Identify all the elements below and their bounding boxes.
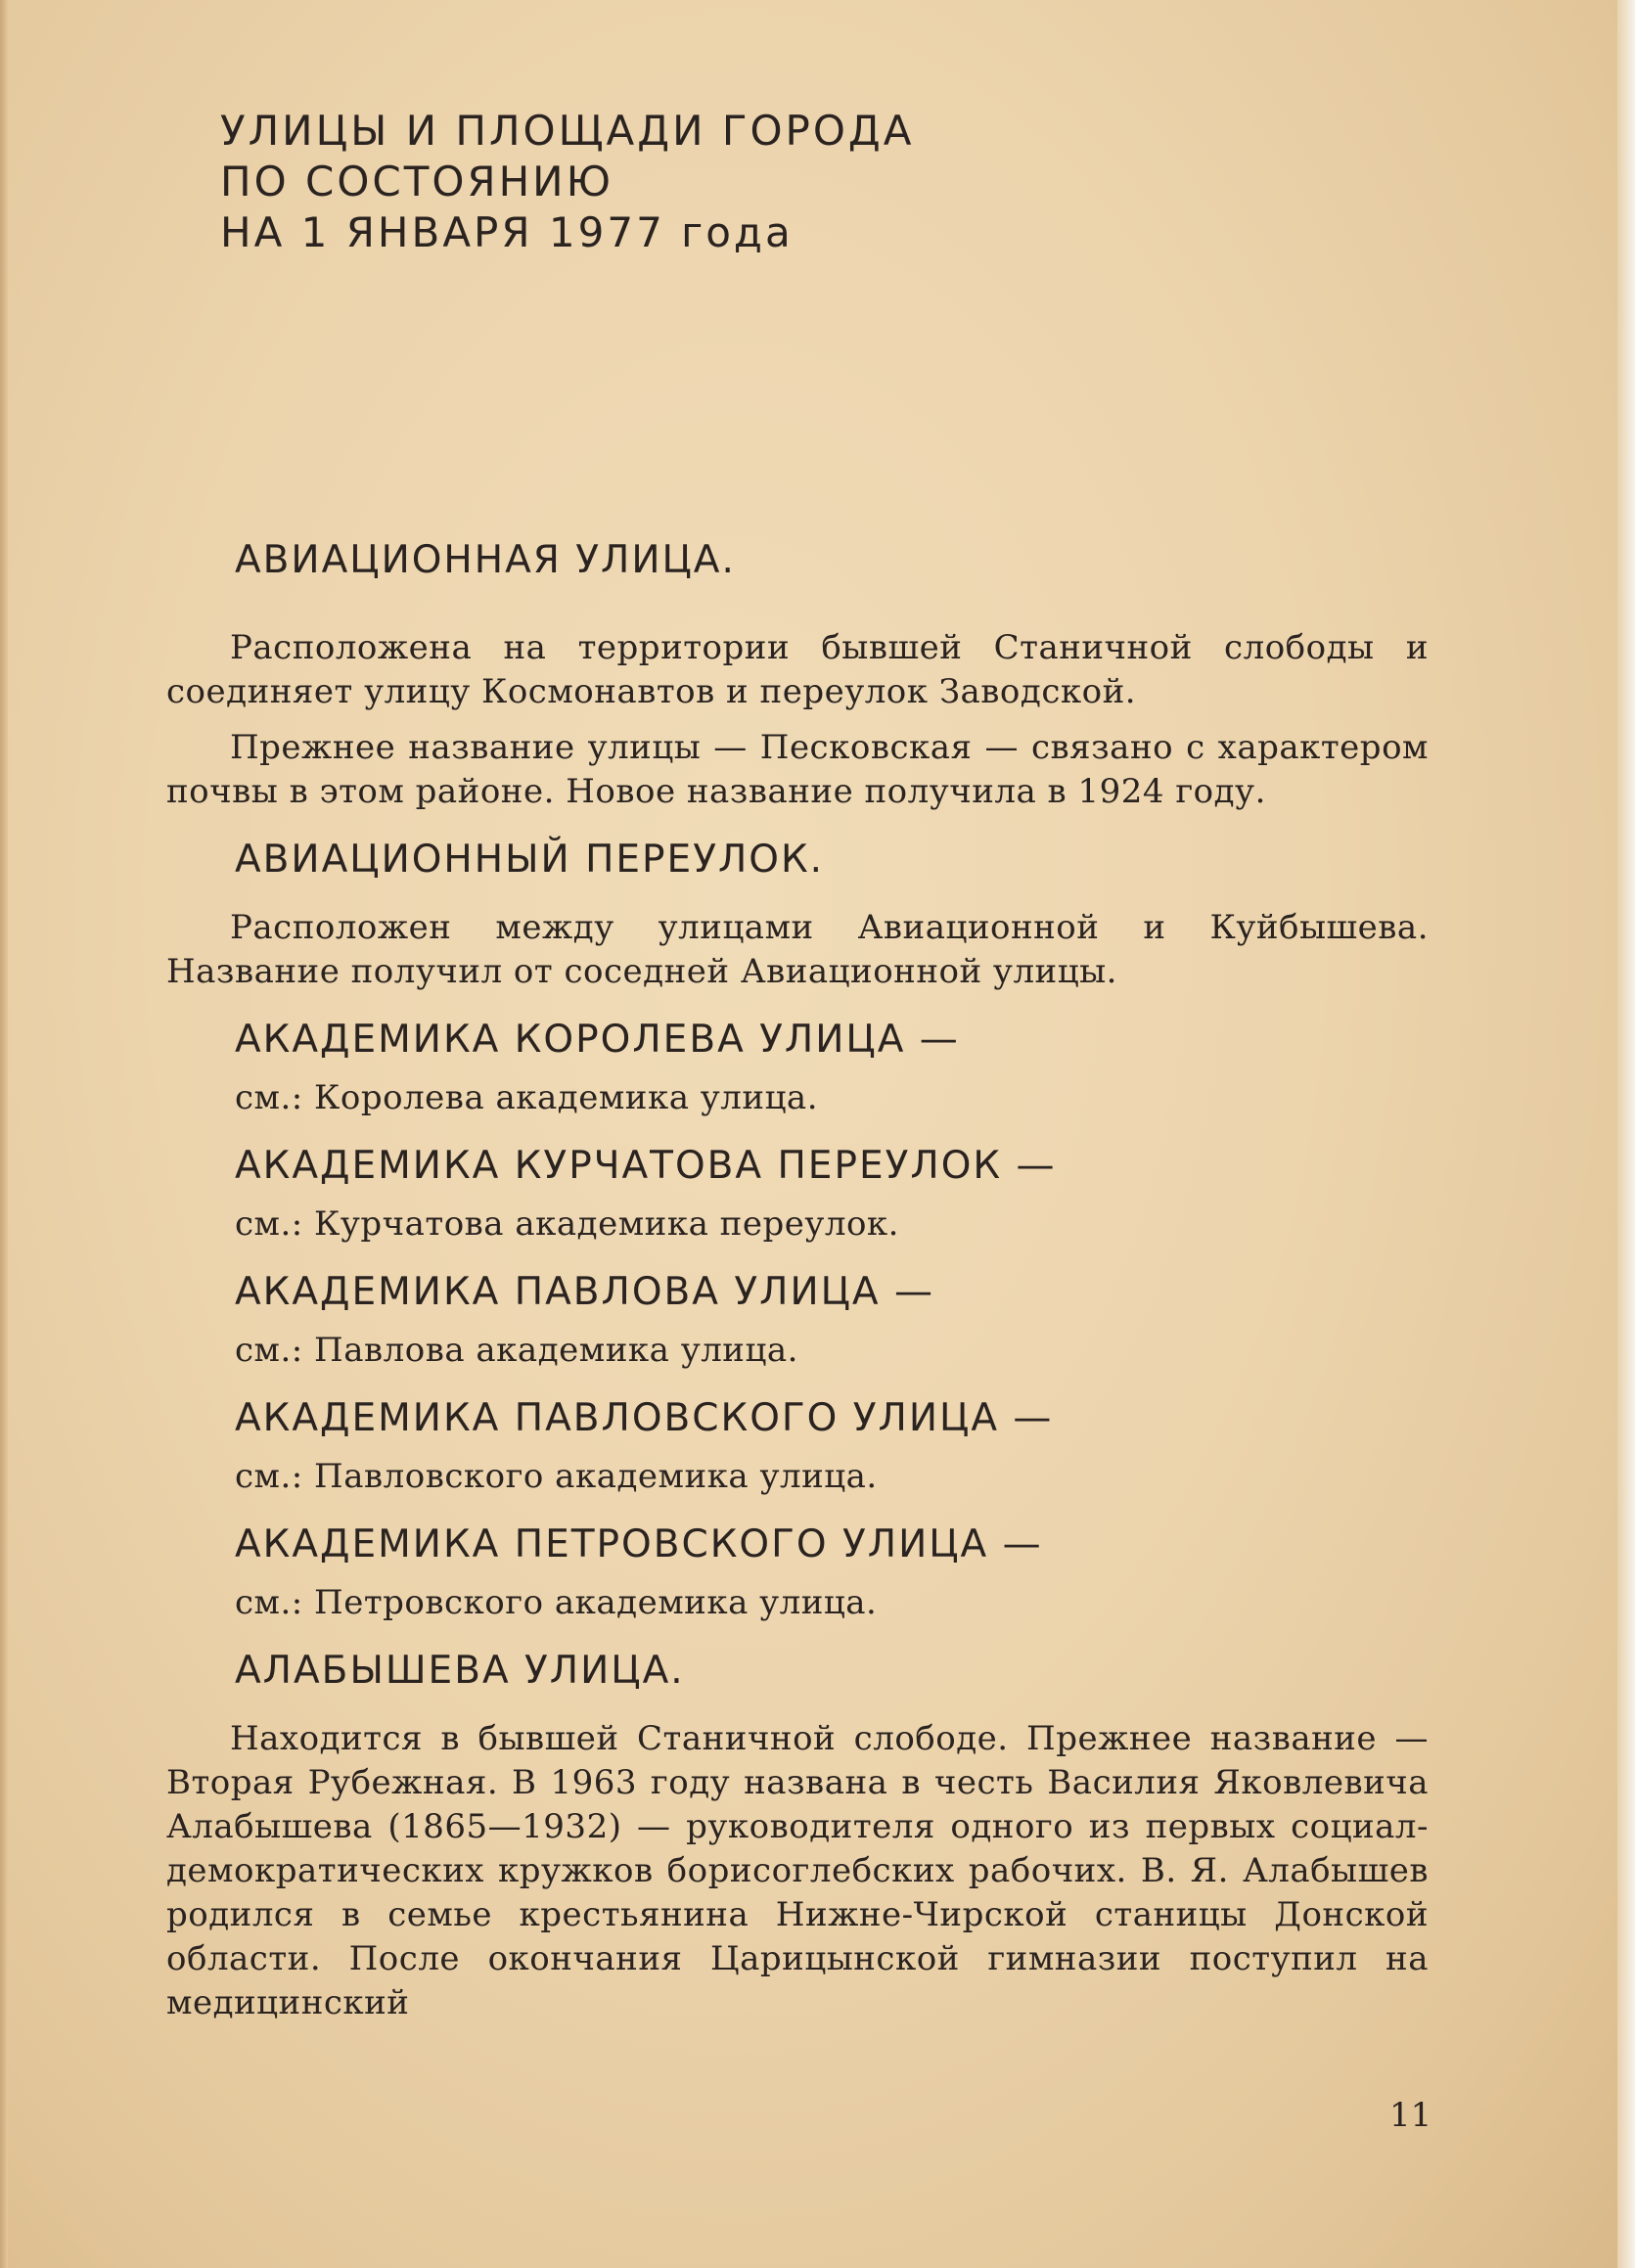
title-line: УЛИЦЫ И ПЛОЩАДИ ГОРОДА [220, 107, 915, 155]
cross-reference: см.: Королева академика улица. [235, 1078, 819, 1117]
page-right-edge [1617, 0, 1635, 2268]
entry-text: Прежнее название улицы — Песковская — связано с характером почвы в этом районе. Новое название получила в 1924 году. [166, 728, 1429, 811]
page-number: 11 [1389, 2096, 1432, 2135]
entry-heading-alabysheva: АЛАБЫШЕВА УЛИЦА. [235, 1649, 685, 1693]
title-line: НА 1 ЯНВАРЯ 1977 года [220, 208, 794, 256]
cross-reference: см.: Павлова академика улица. [235, 1331, 798, 1370]
entry-heading-petrovskogo: АКАДЕМИКА ПЕТРОВСКОГО УЛИЦА — [235, 1522, 1043, 1566]
entry-text: Расположен между улицами Авиационной и Куйбышева. Название получил от соседней Авиационной улицы. [166, 908, 1429, 991]
entry-heading-koroleva: АКАДЕМИКА КОРОЛЕВА УЛИЦА — [235, 1018, 960, 1062]
entry-text: Расположена на территории бывшей Станичной слободы и соединяет улицу Космонавтов и переулок Заводской. [166, 628, 1429, 711]
entry-text: Находится в бывшей Станичной слободе. Прежнее название — Вторая Рубежная. В 1963 году названа в честь Василия Яковлевича Алабышева (1865—1932) — руководителя одного из первых социал-демократических кружков борисоглебских рабочих. В. Я. Алабышев родился в семье крестьянина Нижне-Чирской станицы Донской области. После окончания Царицынской гимназии поступил на медицинский [166, 1719, 1429, 2022]
entry-heading-pavlova: АКАДЕМИКА ПАВЛОВА УЛИЦА — [235, 1270, 934, 1314]
cross-reference: см.: Павловского академика улица. [235, 1457, 878, 1496]
entry-heading-aviatsionnaya: АВИАЦИОННАЯ УЛИЦА. [235, 538, 736, 582]
title-line: ПО СОСТОЯНИЮ [220, 158, 613, 205]
cross-reference: см.: Курчатова академика переулок. [235, 1204, 899, 1244]
entry-heading-kurchatova: АКАДЕМИКА КУРЧАТОВА ПЕРЕУЛОК — [235, 1144, 1057, 1188]
entry-heading-aviatsionny-pereulok: АВИАЦИОННЫЙ ПЕРЕУЛОК. [235, 838, 825, 882]
cross-reference: см.: Петровского академика улица. [235, 1583, 878, 1622]
entry-heading-pavlovskogo: АКАДЕМИКА ПАВЛОВСКОГО УЛИЦА — [235, 1396, 1054, 1440]
page-title [220, 106, 914, 258]
entries-list [166, 536, 1429, 2025]
page-left-edge [0, 0, 8, 2268]
